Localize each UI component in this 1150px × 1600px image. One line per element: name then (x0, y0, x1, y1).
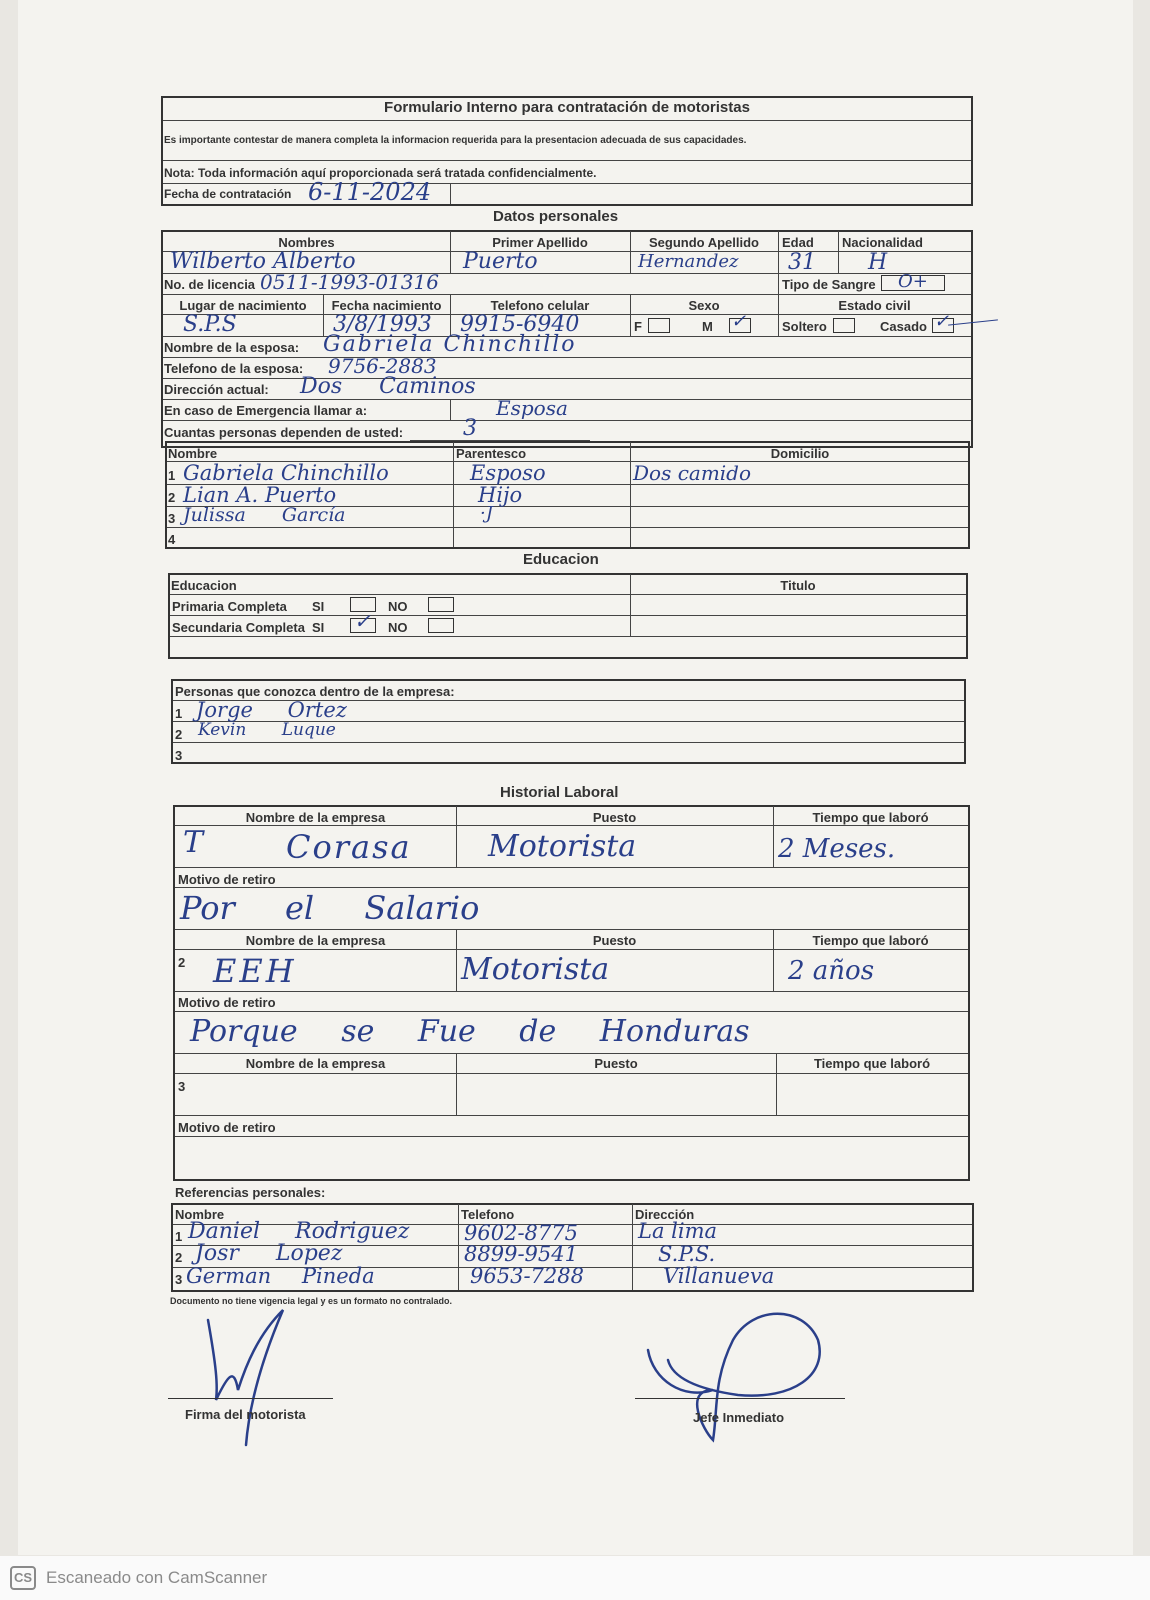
sexo-m-mark: ✓ (731, 311, 747, 332)
label-soltero: Soltero (782, 319, 827, 334)
label-esposa: Nombre de la esposa: (164, 340, 300, 355)
value-lugar-nacimiento: S.P.S (183, 312, 237, 337)
dependent-row-parentesco: Hijo (478, 483, 523, 507)
reference-nombre: Daniel Rodriguez (188, 1219, 410, 1244)
job-tiempo: 2 Meses. (778, 834, 896, 864)
job-tiempo: 2 años (788, 956, 875, 986)
label-sexo-m: M (702, 319, 713, 334)
job-number-mark: T (183, 825, 204, 860)
label-dependientes: Cuantas personas dependen de usted: (164, 425, 404, 440)
dependent-row-nombre: Julissa García (183, 504, 346, 526)
personal-section-title: Datos personales (493, 208, 619, 225)
work-header-puesto: Puesto (592, 810, 637, 825)
value-nacionalidad: H (868, 250, 888, 275)
dependent-row-number: 1 (168, 468, 176, 483)
acquaintance-number: 2 (175, 727, 183, 742)
dependent-row-nombre: Gabriela Chinchillo (183, 461, 389, 485)
legal-disclaimer: Documento no tiene vigencia legal y es un formato no contralado. (170, 1296, 453, 1306)
label-emergencia: En caso de Emergencia llamar a: (164, 403, 368, 418)
work-header-puesto: Puesto (592, 933, 637, 948)
jefe-inmediato-label: Jefe Inmediato (693, 1410, 785, 1425)
value-esposa: Gabriela Chinchillo (323, 332, 577, 357)
reference-telefono: 9602-8775 (464, 1221, 578, 1245)
label-lugar-nacimiento: Lugar de nacimiento (179, 298, 307, 313)
reference-nombre: Josr Lopez (195, 1241, 343, 1266)
primaria-no-checkbox (428, 597, 454, 612)
label-secundaria-no: NO (388, 620, 408, 635)
job-puesto: Motorista (461, 952, 610, 987)
reference-number: 1 (175, 1229, 183, 1244)
firma-motorista-label: Firma del motorista (185, 1407, 306, 1422)
soltero-checkbox (833, 318, 855, 333)
references-header-telefono: Telefono (461, 1207, 515, 1222)
job-empresa: EEH (213, 952, 297, 990)
references-header-direccion: Dirección (635, 1207, 695, 1222)
dependent-row-domicilio: Dos camido (633, 461, 752, 485)
dependent-row-number: 2 (168, 490, 176, 505)
education-header-educacion: Educacion (171, 578, 237, 593)
reference-direccion: La lima (638, 1219, 718, 1243)
label-sexo: Sexo (688, 298, 720, 313)
value-emergencia: Esposa (496, 396, 568, 420)
work-header-tiempo: Tiempo que laboró (813, 1056, 931, 1071)
dependent-row-parentesco: ·J (480, 503, 493, 524)
label-primaria-si: SI (312, 599, 325, 614)
value-nombres: Wilberto Alberto (170, 249, 356, 274)
motivo-label: Motivo de retiro (178, 1120, 276, 1135)
label-nombres: Nombres (278, 235, 335, 250)
education-header-titulo: Titulo (780, 578, 816, 593)
secundaria-no-checkbox (428, 618, 454, 633)
casado-mark: ✓ (934, 311, 950, 332)
secundaria-si-mark: ✓ (354, 609, 371, 633)
label-estado-civil: Estado civil (838, 298, 911, 313)
value-fecha-nacimiento: 3/8/1993 (333, 312, 432, 337)
work-header-empresa: Nombre de la empresa (245, 810, 386, 825)
work-header-empresa: Nombre de la empresa (245, 933, 386, 948)
dependents-header-parentesco: Parentesco (456, 446, 527, 461)
label-telefono-esposa: Telefono de la esposa: (164, 361, 304, 376)
reference-number: 2 (175, 1250, 183, 1265)
camscanner-logo-icon: CS (10, 1566, 36, 1590)
hire-date-value: 6-11-2024 (308, 178, 432, 206)
job-empresa: Corasa (286, 828, 412, 866)
label-primaria-no: NO (388, 599, 408, 614)
dependents-header-nombre: Nombre (168, 446, 218, 461)
label-secundaria-si: SI (312, 620, 325, 635)
reference-number: 3 (175, 1272, 183, 1287)
value-edad: 31 (788, 250, 816, 275)
dependent-row-nombre: Lian A. Puerto (183, 483, 337, 507)
acquaintance-number: 3 (175, 748, 183, 763)
references-label: Referencias personales: (175, 1185, 326, 1200)
label-telefono-celular: Telefono celular (490, 298, 590, 313)
instruction-text: Es importante contestar de manera completa la informacion requerida para la presentacion adecuada de sus capacidades. (164, 135, 747, 146)
education-section-title: Educacion (523, 551, 599, 568)
acquaintance-name: Kevin Luque (198, 720, 336, 740)
job-number: 2 (178, 955, 186, 970)
reference-nombre: German Pineda (186, 1264, 375, 1288)
label-primer-apellido: Primer Apellido (492, 235, 588, 250)
reference-telefono: 8899-9541 (464, 1242, 578, 1266)
motivo-label: Motivo de retiro (178, 995, 276, 1010)
reference-telefono: 9653-7288 (470, 1264, 584, 1288)
form-title: Formulario Interno para contratación de motoristas (384, 99, 750, 116)
dependent-row-number: 3 (168, 511, 176, 526)
label-licencia: No. de licencia (164, 277, 256, 292)
value-telefono-celular: 9915-6940 (460, 312, 580, 337)
value-telefono-esposa: 9756-2883 (328, 354, 437, 378)
dependent-row-parentesco: Esposo (470, 461, 546, 485)
reference-direccion: S.P.S. (658, 1242, 716, 1266)
value-licencia: 0511-1993-01316 (260, 270, 439, 294)
work-header-tiempo: Tiempo que laboró (812, 810, 929, 825)
job-puesto: Motorista (488, 829, 637, 864)
label-nacionalidad: Nacionalidad (842, 235, 923, 250)
label-segundo-apellido: Segundo Apellido (648, 235, 759, 250)
value-dependientes: 3 (463, 416, 477, 441)
work-header-empresa: Nombre de la empresa (245, 1056, 386, 1071)
label-primaria: Primaria Completa (172, 599, 287, 614)
dependents-header-domicilio: Domicilio (770, 446, 830, 461)
job-motivo: Por el Salario (180, 889, 480, 927)
value-tipo-sangre: O+ (898, 271, 928, 292)
label-casado: Casado (880, 319, 927, 334)
label-edad: Edad (782, 235, 814, 250)
acquaintance-number: 1 (175, 706, 183, 721)
references-header-nombre: Nombre (175, 1207, 225, 1222)
label-fecha-nacimiento: Fecha nacimiento (331, 298, 442, 313)
acquaintances-label: Personas que conozca dentro de la empresa: (175, 684, 455, 699)
work-section-title: Historial Laboral (500, 784, 619, 801)
dependent-row-number: 4 (168, 532, 176, 547)
confidential-note: Nota: Toda información aquí proporcionada será tratada confidencialmente. (164, 166, 597, 180)
label-tipo-sangre: Tipo de Sangre (782, 277, 876, 292)
camscanner-text: Escaneado con CamScanner (46, 1568, 268, 1587)
reference-direccion: Villanueva (663, 1264, 775, 1288)
hire-date-label: Fecha de contratación (164, 187, 292, 201)
jefe-signature (643, 1300, 843, 1450)
work-header-tiempo: Tiempo que laboró (812, 933, 929, 948)
label-direccion: Dirección actual: (164, 382, 269, 397)
motivo-label: Motivo de retiro (178, 872, 276, 887)
scanned-form-page (18, 0, 1133, 1555)
value-segundo-apellido: Hernandez (638, 251, 739, 272)
value-primer-apellido: Puerto (463, 249, 538, 274)
sexo-f-checkbox (648, 318, 670, 333)
label-secundaria: Secundaria Completa (172, 620, 305, 635)
label-sexo-f: F (634, 319, 642, 334)
job-motivo: Porque se Fue de Honduras (190, 1014, 750, 1049)
motorista-signature (188, 1305, 328, 1455)
value-direccion: Dos Caminos (300, 374, 476, 399)
work-header-puesto: Puesto (594, 1056, 638, 1071)
acquaintance-name: Jorge Ortez (196, 698, 347, 722)
job-number: 3 (178, 1079, 186, 1094)
scanner-watermark-bar (0, 1556, 1150, 1600)
